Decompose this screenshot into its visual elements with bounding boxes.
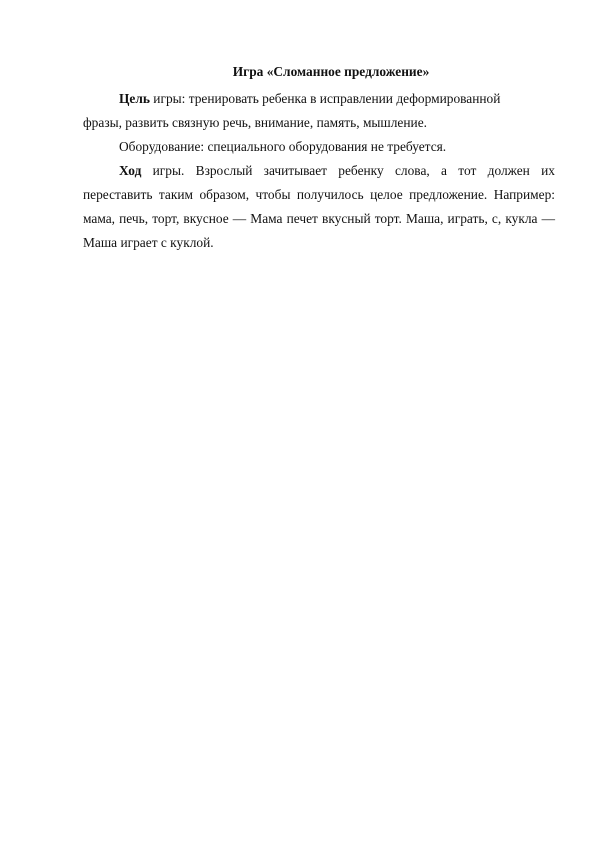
equipment-text: Оборудование: специального оборудования не требуется. — [119, 139, 447, 154]
procedure-label: Ход — [119, 163, 142, 178]
document-content — [83, 60, 555, 255]
goal-text: игры: тренировать ребенка в исправлении деформированной фразы, развить связную речь, внимание, память, мышление. — [83, 91, 501, 130]
procedure-paragraph — [83, 159, 555, 255]
document-title: Игра «Сломанное предложение» — [232, 64, 430, 79]
procedure-text: игры. Взрослый зачитывает ребенку слова, а тот должен их переставить таким образом, чтобы получилось целое предложение. Например: мама, печь, торт, вкусное — Мама печет вкусный торт. Маша, играть, с, кукла — Маша играет с куклой. — [83, 163, 555, 250]
goal-label: Цель — [119, 91, 150, 106]
equipment-paragraph — [83, 135, 555, 159]
goal-paragraph — [83, 87, 518, 135]
